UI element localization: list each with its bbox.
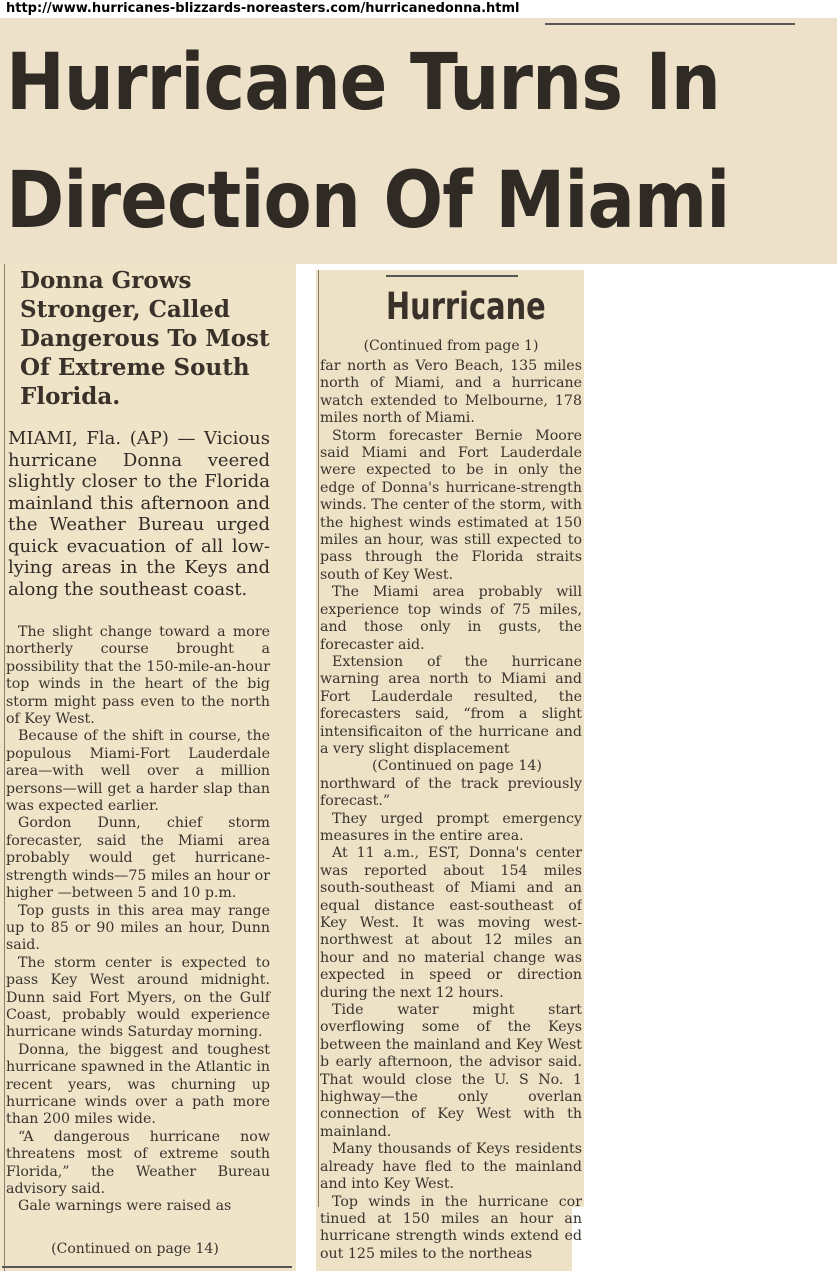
- continued-note: (Continued on page 14): [372, 758, 542, 775]
- headline-banner: [0, 18, 837, 264]
- paragraph: Gale warnings were raised as: [18, 1198, 232, 1215]
- column-2-top-rule: [386, 275, 518, 277]
- headline-line-2: Direction Of Miami: [6, 156, 730, 246]
- subheadline: Donna Grows Stronger, Called Dangerous To Most Of Extreme South Florida.: [20, 267, 270, 410]
- headline-line-1: Hurricane Turns In: [6, 38, 720, 128]
- paragraph: northward of the track previously forecast.”: [320, 775, 582, 810]
- paragraph: Top winds in the hurricane cor tinued at 150 miles an hour an hurricane strength winds extend ed out 125 miles to the northeas: [320, 1193, 582, 1262]
- paragraph: Donna, the biggest and toughest hurricane spawned in the Atlantic in recent years, was churning up hurricane winds over a path more than 200 miles wide.: [6, 1041, 270, 1128]
- top-rule: [545, 23, 795, 25]
- continued-note: (Continued on page 14): [51, 1241, 219, 1257]
- continued-from-note: (Continued from page 1): [363, 338, 539, 354]
- paragraph: They urged prompt emergency measures in the entire area.: [320, 810, 582, 844]
- lede-paragraph: MIAMI, Fla. (AP) — Vicious hurricane Donna veered slightly closer to the Florida mainland this afternoon and the Weather Bureau urged quick evacuation of all low-lying areas in the Keys and along the southeast coast.: [8, 428, 270, 600]
- paragraph: The storm center is expected to pass Key West around midnight. Dunn said Fort Myers, on the Gulf Coast, probably would experience hurricane winds Saturday morning.: [6, 954, 270, 1041]
- paragraph: Because of the shift in course, the populous Miami-Fort Lauderdale area—with well over a million persons—will get a harder slap than was expected earlier.: [6, 728, 270, 815]
- paragraph: “A dangerous hurricane now threatens most of extreme south Florida,” the Weather Bureau advisory said.: [6, 1128, 270, 1197]
- paragraph: The Miami area probably will experience top winds of 75 miles, and those only in gusts, the forecaster aid.: [320, 584, 582, 653]
- paragraph: The slight change toward a more northerly course brought a possibility that the 150-mile-an-hour top winds in the heart of the big storm might pass even to the north of Key West.: [6, 624, 270, 728]
- paragraph: Tide water might start overflowing some of the Keys between the mainland and Key West b early afternoon, the advisor said. That would close the U. S No. 1 highway—the only overlan connection of Key West with th mainland.: [320, 1002, 582, 1140]
- column-1-body: [6, 624, 270, 1216]
- source-url: http://www.hurricanes-blizzards-noreasters.com/hurricanedonna.html: [6, 1, 520, 16]
- jump-headline: Hurricane: [386, 285, 546, 328]
- bottom-rule: [2, 1266, 292, 1268]
- paragraph: far north as Vero Beach, 135 miles north of Miami, and a hurricane watch extended to Melbourne, 178 miles north of Miami.: [320, 358, 582, 427]
- paragraph: Storm forecaster Bernie Moore said Miami and Fort Lauderdale were expected to be in only the edge of Donna's hurricane-strength winds. The center of the storm, with the highest winds estimated at 150 miles an hour, was still expected to pass through the Florida straits south of Key West.: [320, 427, 582, 583]
- column-2-body: [320, 358, 582, 1271]
- paragraph: At 11 a.m., EST, Donna's center was reported about 154 miles south-southeast of Miami and an equal distance east-southeast of Key West. It was moving west-northwest at about 12 miles an hour and no material change was expected in speed or direction during the next 12 hours.: [320, 845, 582, 1001]
- paragraph: Many thousands of Keys residents already have fled to the mainland and into Key West.: [320, 1141, 582, 1193]
- paragraph: Top gusts in this area may range up to 85 or 90 miles an hour, Dunn said.: [6, 902, 270, 954]
- paragraph: Extension of the hurricane warning area north to Miami and Fort Lauderdale resulted, the forecasters said, “from a slight intensificaiton of the hurricane and a very slight displacement: [320, 653, 582, 757]
- paragraph: Gordon Dunn, chief storm forecaster, said the Miami area probably would get hurricane-strength winds—75 miles an hour or higher —between 5 and 10 p.m.: [6, 815, 270, 902]
